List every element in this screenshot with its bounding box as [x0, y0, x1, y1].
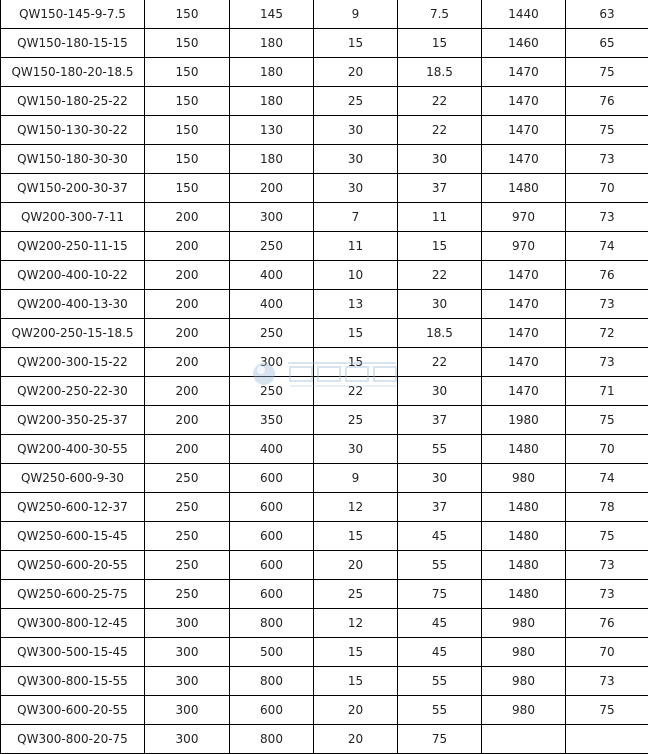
table-body — [1, 0, 648, 754]
value-cell: 37 — [398, 174, 482, 203]
value-cell: 150 — [145, 87, 230, 116]
value-cell: 600 — [230, 696, 314, 725]
value-cell: 30 — [314, 174, 398, 203]
table-row — [1, 377, 648, 406]
value-cell: 73 — [566, 203, 648, 232]
value-cell: 12 — [314, 609, 398, 638]
value-cell: 300 — [145, 667, 230, 696]
value-cell: 150 — [145, 0, 230, 29]
table-row — [1, 406, 648, 435]
value-cell: 70 — [566, 435, 648, 464]
value-cell: 150 — [145, 174, 230, 203]
value-cell: 250 — [145, 522, 230, 551]
value-cell: 70 — [566, 638, 648, 667]
value-cell: 200 — [145, 290, 230, 319]
model-cell: QW200-250-22-30 — [1, 377, 145, 406]
value-cell: 150 — [145, 116, 230, 145]
value-cell: 400 — [230, 261, 314, 290]
value-cell: 70 — [566, 174, 648, 203]
value-cell: 45 — [398, 522, 482, 551]
value-cell: 75 — [398, 580, 482, 609]
model-cell: QW300-800-15-55 — [1, 667, 145, 696]
model-cell: QW150-145-9-7.5 — [1, 0, 145, 29]
value-cell: 15 — [398, 29, 482, 58]
model-cell: QW250-600-25-75 — [1, 580, 145, 609]
value-cell: 600 — [230, 522, 314, 551]
table-row — [1, 551, 648, 580]
value-cell: 30 — [398, 464, 482, 493]
model-cell: QW250-600-12-37 — [1, 493, 145, 522]
value-cell: 15 — [314, 522, 398, 551]
value-cell: 200 — [145, 261, 230, 290]
value-cell: 145 — [230, 0, 314, 29]
model-cell: QW150-130-30-22 — [1, 116, 145, 145]
value-cell: 130 — [230, 116, 314, 145]
value-cell: 970 — [482, 203, 566, 232]
table-row — [1, 319, 648, 348]
value-cell: 200 — [145, 435, 230, 464]
model-cell: QW150-180-20-18.5 — [1, 58, 145, 87]
value-cell: 76 — [566, 261, 648, 290]
value-cell: 15 — [314, 667, 398, 696]
value-cell: 73 — [566, 290, 648, 319]
value-cell: 37 — [398, 406, 482, 435]
value-cell: 300 — [230, 348, 314, 377]
value-cell: 75 — [566, 58, 648, 87]
value-cell: 20 — [314, 551, 398, 580]
value-cell: 400 — [230, 435, 314, 464]
value-cell: 300 — [145, 696, 230, 725]
value-cell: 1480 — [482, 174, 566, 203]
value-cell: 15 — [314, 29, 398, 58]
value-cell: 72 — [566, 319, 648, 348]
value-cell: 37 — [398, 493, 482, 522]
value-cell: 13 — [314, 290, 398, 319]
model-cell: QW200-400-10-22 — [1, 261, 145, 290]
value-cell: 300 — [145, 638, 230, 667]
value-cell: 1480 — [482, 435, 566, 464]
value-cell: 22 — [398, 261, 482, 290]
value-cell: 1480 — [482, 580, 566, 609]
value-cell: 22 — [314, 377, 398, 406]
value-cell: 75 — [566, 406, 648, 435]
model-cell: QW200-400-13-30 — [1, 290, 145, 319]
value-cell: 25 — [314, 87, 398, 116]
model-cell: QW200-350-25-37 — [1, 406, 145, 435]
value-cell: 18.5 — [398, 319, 482, 348]
value-cell: 180 — [230, 145, 314, 174]
table-row — [1, 580, 648, 609]
model-cell: QW250-600-9-30 — [1, 464, 145, 493]
value-cell: 55 — [398, 551, 482, 580]
value-cell: 74 — [566, 464, 648, 493]
value-cell: 200 — [145, 232, 230, 261]
model-cell: QW200-250-11-15 — [1, 232, 145, 261]
value-cell: 71 — [566, 377, 648, 406]
value-cell: 1470 — [482, 87, 566, 116]
value-cell: 1480 — [482, 493, 566, 522]
value-cell: 150 — [145, 58, 230, 87]
value-cell: 800 — [230, 725, 314, 754]
value-cell: 350 — [230, 406, 314, 435]
table-row — [1, 348, 648, 377]
value-cell: 76 — [566, 609, 648, 638]
value-cell: 11 — [398, 203, 482, 232]
model-cell: QW250-600-20-55 — [1, 551, 145, 580]
value-cell: 45 — [398, 638, 482, 667]
model-cell: QW300-500-15-45 — [1, 638, 145, 667]
table-row — [1, 290, 648, 319]
value-cell: 12 — [314, 493, 398, 522]
value-cell: 30 — [314, 435, 398, 464]
value-cell: 15 — [398, 232, 482, 261]
value-cell: 75 — [566, 116, 648, 145]
value-cell: 300 — [230, 203, 314, 232]
value-cell: 1470 — [482, 261, 566, 290]
value-cell: 75 — [566, 522, 648, 551]
value-cell: 65 — [566, 29, 648, 58]
model-cell: QW300-800-20-75 — [1, 725, 145, 754]
value-cell: 1470 — [482, 290, 566, 319]
value-cell: 1470 — [482, 116, 566, 145]
value-cell: 200 — [145, 406, 230, 435]
value-cell: 20 — [314, 58, 398, 87]
table-row — [1, 261, 648, 290]
value-cell: 55 — [398, 435, 482, 464]
table-row — [1, 435, 648, 464]
table-row — [1, 667, 648, 696]
value-cell: 30 — [398, 290, 482, 319]
model-cell: QW200-300-15-22 — [1, 348, 145, 377]
value-cell: 150 — [145, 145, 230, 174]
table-row — [1, 232, 648, 261]
value-cell: 980 — [482, 638, 566, 667]
value-cell: 11 — [314, 232, 398, 261]
table-row — [1, 0, 648, 29]
model-cell: QW300-800-12-45 — [1, 609, 145, 638]
value-cell: 22 — [398, 348, 482, 377]
table-row — [1, 203, 648, 232]
value-cell: 15 — [314, 348, 398, 377]
value-cell: 20 — [314, 725, 398, 754]
value-cell: 73 — [566, 551, 648, 580]
value-cell: 200 — [145, 203, 230, 232]
value-cell: 800 — [230, 609, 314, 638]
value-cell: 74 — [566, 232, 648, 261]
value-cell: 980 — [482, 609, 566, 638]
value-cell: 22 — [398, 116, 482, 145]
model-cell: QW200-400-30-55 — [1, 435, 145, 464]
table-row — [1, 696, 648, 725]
value-cell: 980 — [482, 667, 566, 696]
value-cell: 76 — [566, 87, 648, 116]
value-cell: 15 — [314, 319, 398, 348]
table-row — [1, 145, 648, 174]
value-cell: 10 — [314, 261, 398, 290]
model-cell: QW150-200-30-37 — [1, 174, 145, 203]
value-cell: 250 — [145, 551, 230, 580]
table-row — [1, 522, 648, 551]
value-cell: 200 — [145, 319, 230, 348]
value-cell: 25 — [314, 406, 398, 435]
model-cell: QW150-180-15-15 — [1, 29, 145, 58]
value-cell: 30 — [398, 377, 482, 406]
value-cell: 45 — [398, 609, 482, 638]
table-row — [1, 174, 648, 203]
value-cell: 1470 — [482, 58, 566, 87]
value-cell: 73 — [566, 667, 648, 696]
table-row — [1, 638, 648, 667]
value-cell: 200 — [145, 377, 230, 406]
model-cell: QW150-180-30-30 — [1, 145, 145, 174]
value-cell: 1470 — [482, 377, 566, 406]
value-cell: 15 — [314, 638, 398, 667]
value-cell: 150 — [145, 29, 230, 58]
value-cell: 980 — [482, 464, 566, 493]
value-cell: 180 — [230, 58, 314, 87]
value-cell — [566, 725, 648, 754]
value-cell: 200 — [230, 174, 314, 203]
value-cell: 980 — [482, 696, 566, 725]
value-cell: 300 — [145, 609, 230, 638]
table-row — [1, 58, 648, 87]
value-cell: 600 — [230, 580, 314, 609]
value-cell: 9 — [314, 464, 398, 493]
value-cell: 63 — [566, 0, 648, 29]
value-cell: 22 — [398, 87, 482, 116]
value-cell: 250 — [145, 580, 230, 609]
value-cell: 1470 — [482, 145, 566, 174]
table-row — [1, 87, 648, 116]
value-cell: 250 — [145, 493, 230, 522]
value-cell: 1470 — [482, 319, 566, 348]
value-cell: 1440 — [482, 0, 566, 29]
value-cell: 30 — [314, 145, 398, 174]
value-cell: 73 — [566, 348, 648, 377]
value-cell: 250 — [230, 377, 314, 406]
value-cell: 250 — [230, 232, 314, 261]
model-cell: QW200-300-7-11 — [1, 203, 145, 232]
value-cell: 7.5 — [398, 0, 482, 29]
value-cell: 500 — [230, 638, 314, 667]
value-cell: 400 — [230, 290, 314, 319]
model-cell: QW200-250-15-18.5 — [1, 319, 145, 348]
value-cell: 73 — [566, 580, 648, 609]
value-cell — [482, 725, 566, 754]
value-cell: 30 — [398, 145, 482, 174]
value-cell: 55 — [398, 696, 482, 725]
value-cell: 1980 — [482, 406, 566, 435]
model-cell: QW300-600-20-55 — [1, 696, 145, 725]
table-row — [1, 116, 648, 145]
value-cell: 600 — [230, 464, 314, 493]
value-cell: 800 — [230, 667, 314, 696]
value-cell: 200 — [145, 348, 230, 377]
table-row — [1, 725, 648, 754]
model-cell: QW150-180-25-22 — [1, 87, 145, 116]
value-cell: 55 — [398, 667, 482, 696]
value-cell: 600 — [230, 493, 314, 522]
value-cell: 73 — [566, 145, 648, 174]
table-row — [1, 29, 648, 58]
value-cell: 180 — [230, 29, 314, 58]
value-cell: 300 — [145, 725, 230, 754]
table-row — [1, 609, 648, 638]
value-cell: 250 — [145, 464, 230, 493]
value-cell: 970 — [482, 232, 566, 261]
value-cell: 9 — [314, 0, 398, 29]
value-cell: 1480 — [482, 551, 566, 580]
value-cell: 1470 — [482, 348, 566, 377]
value-cell: 78 — [566, 493, 648, 522]
model-cell: QW250-600-15-45 — [1, 522, 145, 551]
value-cell: 18.5 — [398, 58, 482, 87]
table-row — [1, 493, 648, 522]
value-cell: 20 — [314, 696, 398, 725]
value-cell: 1480 — [482, 522, 566, 551]
table-row — [1, 464, 648, 493]
value-cell: 30 — [314, 116, 398, 145]
value-cell: 25 — [314, 580, 398, 609]
value-cell: 600 — [230, 551, 314, 580]
value-cell: 250 — [230, 319, 314, 348]
value-cell: 7 — [314, 203, 398, 232]
value-cell: 75 — [398, 725, 482, 754]
value-cell: 180 — [230, 87, 314, 116]
value-cell: 75 — [566, 696, 648, 725]
value-cell: 1460 — [482, 29, 566, 58]
